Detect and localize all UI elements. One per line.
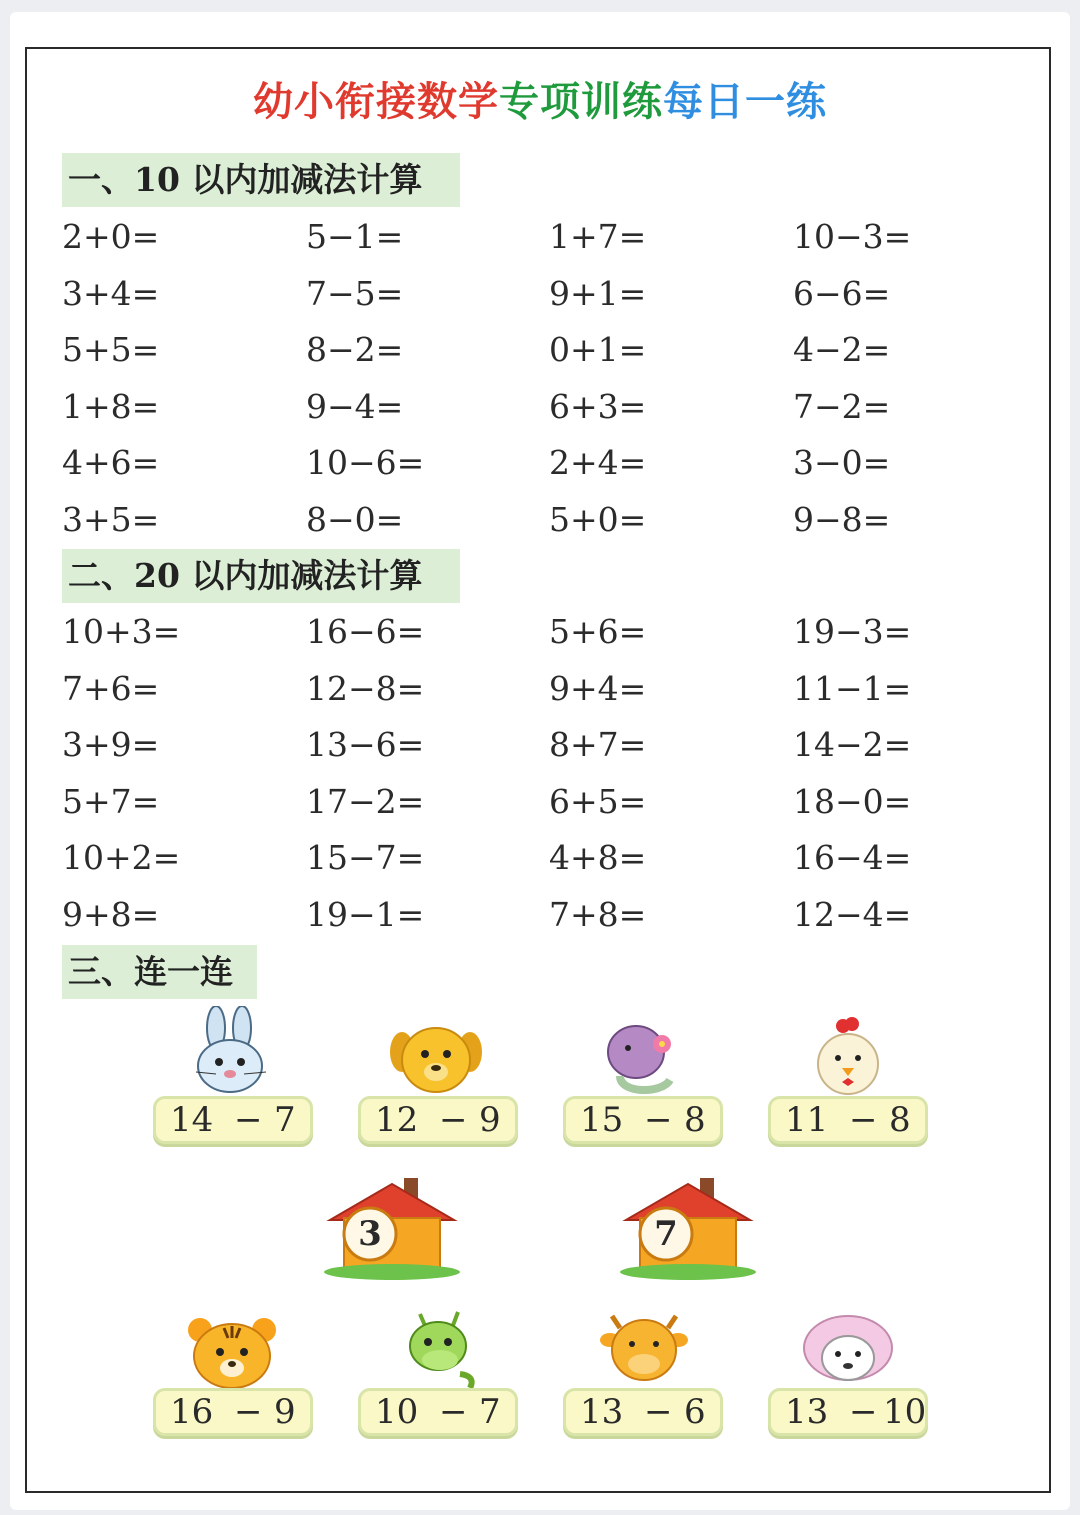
worksheet-title [0,70,1080,127]
operand: 9 [479,1100,501,1140]
math-problem: 8+7= [549,725,647,764]
math-problem: 11−1= [793,668,912,708]
equation-card [153,1388,313,1436]
math-problem: 4+8= [549,838,647,877]
math-problem: 5+5= [62,330,160,369]
equation-card [563,1096,723,1144]
math-problem: 0+1= [549,330,647,369]
operator: − [234,1392,263,1432]
math-problem: 5+0= [549,499,647,539]
math-problem: 9−4= [306,386,404,426]
math-problem: 8−0= [306,499,404,539]
math-problem: 13−6= [306,725,425,764]
math-problem: 10−3= [793,217,912,256]
math-problem: 1+8= [62,386,160,426]
math-problem: 14−2= [793,725,912,764]
rabbit-icon [188,1006,272,1098]
operator: − [644,1392,673,1432]
math-problem: 3+4= [62,273,160,313]
operator: − [439,1100,468,1140]
math-problem: 7+8= [549,894,647,934]
problem-row [62,604,1042,661]
math-problem: 12−4= [793,894,912,934]
section3-heading: 三、连一连 [62,945,257,999]
title-part-red: 幼小衔接数学 [253,79,499,125]
house-number: 3 [358,1214,382,1254]
problem-row [62,322,1042,379]
math-problem: 9+1= [549,273,647,313]
problem-row [62,266,1042,323]
math-problem: 9+8= [62,894,160,934]
section1-problem-grid [62,209,1042,548]
tiger-icon [184,1314,280,1392]
problem-row [62,492,1042,549]
title-part-blue: 每日一练 [663,79,827,125]
snake-icon [600,1020,688,1098]
operator: − [849,1100,878,1140]
operand: 9 [274,1392,296,1432]
equation-card [153,1096,313,1144]
equation-card [358,1388,518,1436]
math-problem: 6+3= [549,386,647,426]
operand: 16 [170,1392,214,1432]
sheep-icon [798,1312,898,1392]
math-problem: 5−1= [306,217,404,256]
operator: − [849,1392,878,1432]
problem-row [62,830,1042,887]
math-problem: 5+6= [549,612,647,651]
title-part-green: 专项训练 [499,79,663,125]
operand: 12 [375,1100,419,1140]
math-problem: 9+4= [549,668,647,708]
ox-icon [598,1312,690,1392]
math-problem: 2+4= [549,443,647,482]
problem-row [62,435,1042,492]
chicken-icon [812,1016,886,1098]
math-problem: 3−0= [793,443,891,482]
math-problem: 7−2= [793,386,891,426]
equation-card [768,1388,928,1436]
math-problem: 6+5= [549,781,647,821]
math-problem: 4+6= [62,443,160,482]
equation-card [768,1096,928,1144]
house-number: 7 [654,1214,678,1254]
operand: 15 [580,1100,624,1140]
math-problem: 12−8= [306,668,425,708]
operand: 14 [170,1100,214,1140]
dog-icon [388,1022,484,1098]
problem-row [62,379,1042,436]
operand: 7 [274,1100,296,1140]
problem-row [62,887,1042,944]
dragon-icon [400,1304,480,1392]
problem-row [62,717,1042,774]
math-problem: 8−2= [306,330,404,369]
section1-heading: 一、10 以内加减法计算 [62,153,460,207]
math-problem: 18−0= [793,781,912,821]
math-problem: 9−8= [793,499,891,539]
math-problem: 7+6= [62,668,160,708]
math-problem: 7−5= [306,273,404,313]
math-problem: 4−2= [793,330,891,369]
operand: 7 [479,1392,501,1432]
operand: 13 [580,1392,624,1432]
operator: − [439,1392,468,1432]
operand: 13 [785,1392,829,1432]
math-problem: 16−4= [793,838,912,877]
operand: 6 [684,1392,706,1432]
operator: − [234,1100,263,1140]
problem-row [62,661,1042,718]
math-problem: 1+7= [549,217,647,256]
problem-row [62,774,1042,831]
problem-row [62,209,1042,266]
operand: 8 [684,1100,706,1140]
equation-card [358,1096,518,1144]
equation-card [563,1388,723,1436]
math-problem: 19−1= [306,894,425,934]
section2-problem-grid [62,604,1042,943]
math-problem: 3+5= [62,499,160,539]
operand: 11 [785,1100,829,1140]
math-problem: 6−6= [793,273,891,313]
math-problem: 2+0= [62,217,160,256]
math-problem: 10+3= [62,612,181,651]
math-problem: 17−2= [306,781,425,821]
operand: 10 [375,1392,419,1432]
math-problem: 10−6= [306,443,425,482]
operand: 8 [889,1100,911,1140]
math-problem: 5+7= [62,781,160,821]
math-problem: 16−6= [306,612,425,651]
section2-heading: 二、20 以内加减法计算 [62,549,460,603]
math-problem: 19−3= [793,612,912,651]
operator: − [644,1100,673,1140]
math-problem: 10+2= [62,838,181,877]
operand: 10 [883,1392,927,1432]
math-problem: 3+9= [62,725,160,764]
math-problem: 15−7= [306,838,425,877]
